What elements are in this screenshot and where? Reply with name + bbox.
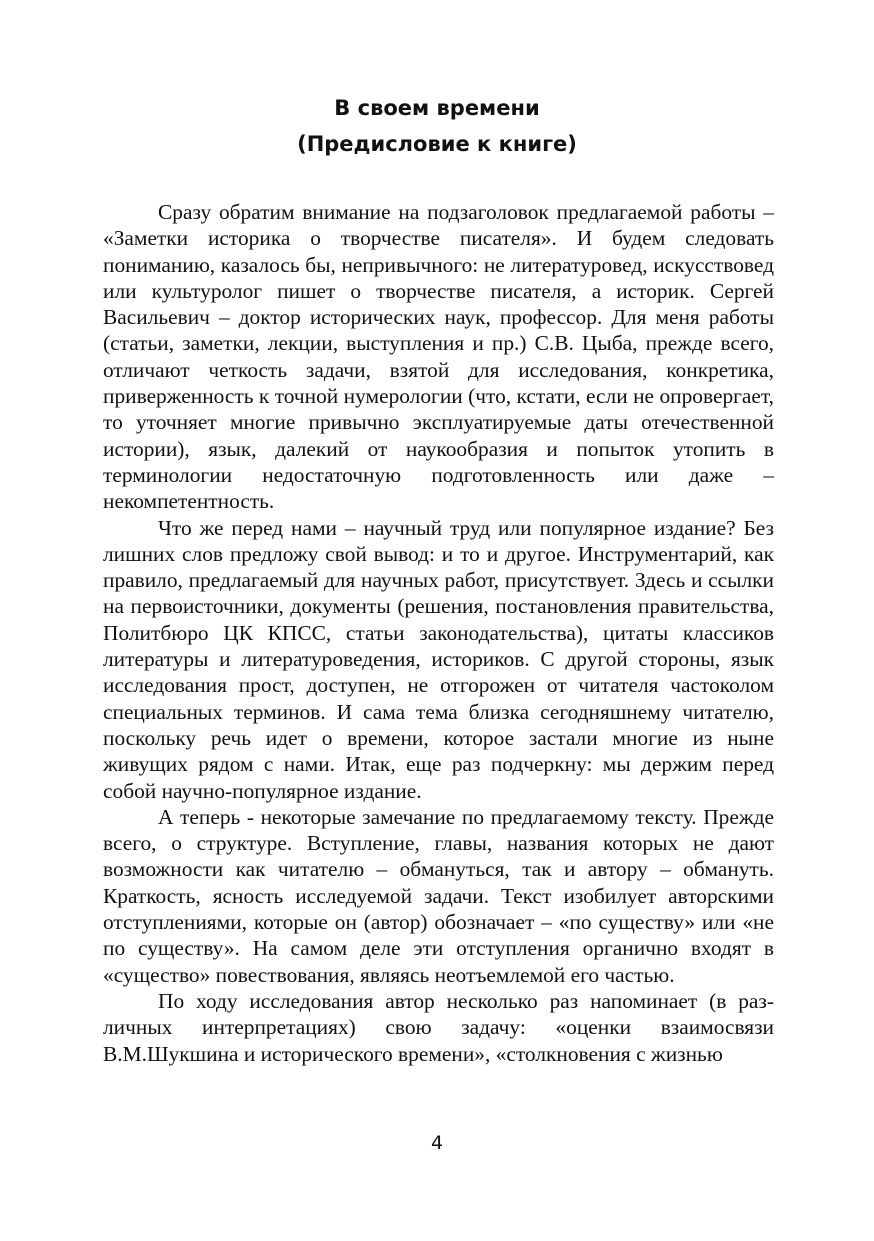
title-line-1: В своем времени <box>334 96 540 120</box>
paragraph-1: Сразу обратим внимание на подзаголовок предлагаемой работы – «Заметки историка о творчестве писателя». И будем следовать пониманию, казалось бы, непривычного: не литературовед, искусствовед или культуролог пишет о творчестве писателя, а историк. Сергей Васильевич – доктор исторических наук, профессор. Для меня работы (статьи, заметки, лекции, выступления и пр.) С.В. Цыба, прежде всего, отличают четкость задачи, взятой для исследования, конкретика, приверженность к точной нумерологии (что, кстати, если не опровергает, то уточняет многие привычно эксплуатируемые даты отечественной истории), язык, далекий от наукообразия и попыток утопить в терминологии недостаточную подготовленность или даже – некомпетентность. <box>103 200 774 514</box>
page-title <box>100 90 774 162</box>
body-text <box>103 199 774 1067</box>
title-line-2: (Предисловие к книге) <box>297 132 577 156</box>
page-number: 4 <box>430 1132 444 1154</box>
paragraph-4: По ходу исследования автор несколько раз напоминает (в различных интерпретациях) свою задачу: «оценки взаимосвязи В.М.Шукшина и исторического времени», «столкновения с жизнью <box>103 988 774 1066</box>
paragraph-3: А теперь - некоторые замечание по предлагаемому тексту. Прежде всего, о структуре. Вступление, главы, названия которых не дают возможности как читателю – обмануться, так и автору – обмануть. Краткость, ясность исследуемой задачи. Текст изобилует авторскими отступлениями, которые он (автор) обозначает – «по существу» или «не по существу». На самом деле эти отступления органично входят в «существо» повествования, являясь неотъемлемой его частью. <box>103 804 774 987</box>
paragraph-2: Что же перед нами – научный труд или популярное издание? Без лишних слов предложу свой вывод: и то и другое. Инструментарий, как правило, предлагаемый для научных работ, присутствует. Здесь и ссылки на первоисточники, документы (решения, постановления правительства, Политбюро ЦК КПСС, статьи законодательства), цитаты классиков литературы и литературоведения, историков. С другой стороны, язык исследования прост, доступен, не отгорожен от читателя частоколом специальных терминов. И сама тема близка сегодняшнему читателю, поскольку речь идет о времени, которое застали многие из ныне живущих рядом с нами. Итак, еще раз подчеркну: мы держим перед собой научно-популярное издание. <box>103 515 774 803</box>
